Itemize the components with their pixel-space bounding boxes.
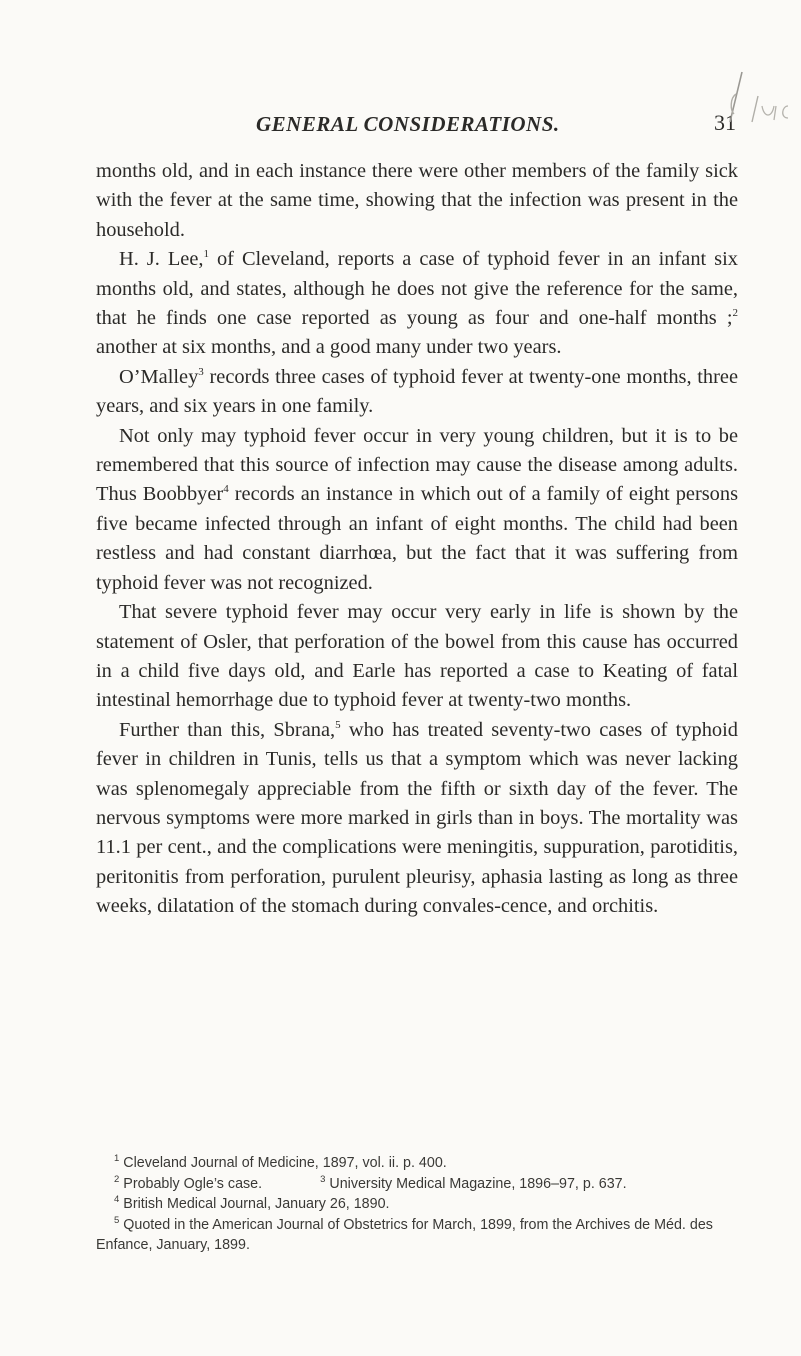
running-title: GENERAL CONSIDERATIONS. <box>256 112 560 136</box>
footnote-ref: 2 <box>732 307 738 320</box>
paragraph-text: That severe typhoid fever may occur very early in life is shown by the statement of Osler, that perforation of the bowel from this cause has occurred in a child five days old, and Earle has reported a case to Keating of fatal intestinal hemorrhage due to typhoid fever at twenty-two months. <box>96 601 738 712</box>
body-text <box>96 157 738 922</box>
paragraph-5 <box>96 598 738 716</box>
paragraph-text: O’Malley <box>119 365 199 388</box>
paragraph-1 <box>96 157 738 245</box>
paragraph-text: records an instance in which out of a family of eight persons five became infected through an infant of eight months. The child had been restless and had constant diarrhœa, but the fact that it was suffering from typhoid fever was not recognized. <box>96 483 739 594</box>
footnote-number: 5 <box>114 1214 120 1226</box>
page-header <box>96 112 736 142</box>
paragraph-2 <box>96 245 738 363</box>
footnote-text: Probably Ogle’s case. <box>123 1175 263 1192</box>
paragraph-4 <box>96 422 738 598</box>
footnote-5 <box>96 1215 738 1256</box>
footnote-text: British Medical Journal, January 26, 1890. <box>123 1196 390 1212</box>
footnote-4 <box>96 1194 738 1215</box>
paragraph-text: who has treated seventy-two cases of typhoid fever in children in Tunis, tells us that a symptom which was never lacking was splenomegaly appreciable from the fifth or sixth day of the fever. The nervous symptoms were more marked in girls than in boys. The mortality was 11.1 per cent., and the complications were meningitis, suppuration, parotiditis, peritonitis from perforation, purulent pleurisy, aphasia lasting as long as three weeks, dilatation of the stomach during convales-cence, and orchitis. <box>96 718 738 918</box>
paragraph-text: of Cleveland, reports a case of typhoid fever in an infant six months old, and states, although he does not give the reference for the same, that he finds one case reported as young as four and one-half months ; <box>96 248 738 330</box>
footnote-1 <box>96 1153 738 1174</box>
footnote-number: 2 <box>114 1173 120 1185</box>
footnote-ref: 3 <box>198 365 204 378</box>
paragraph-text: H. J. Lee, <box>119 248 204 271</box>
footnotes <box>96 1153 738 1256</box>
footnote-text: Cleveland Journal of Medicine, 1897, vol. ii. p. 400. <box>123 1155 447 1171</box>
paragraph-text: another at six months, and a good many under two years. <box>96 336 562 359</box>
footnote-number: 1 <box>114 1153 120 1164</box>
footnote-2-3 <box>96 1174 738 1195</box>
footnote-ref: 5 <box>335 718 341 731</box>
footnote-ref: 1 <box>203 248 209 261</box>
paragraph-3 <box>96 363 738 422</box>
paragraph-text: records three cases of typhoid fever at twenty-one months, three years, and six years in one family. <box>96 365 738 418</box>
footnote-ref: 4 <box>223 483 229 496</box>
page-number: 31 <box>714 110 736 135</box>
paragraph-text: months old, and in each instance there were other members of the family sick with the fever at the same time, showing that the infection was present in the household. <box>96 160 738 241</box>
paragraph-6 <box>96 716 738 922</box>
margin-pencil-mark <box>728 66 800 126</box>
paragraph-text: Not only may typhoid fever occur in very young children, but it is to be remembered that this source of infection may cause the disease among adults. Thus Boobbyer <box>96 424 738 506</box>
paragraph-text: Further than this, Sbrana, <box>119 718 336 741</box>
footnote-number: 4 <box>114 1194 120 1205</box>
footnote-number: 3 <box>320 1173 326 1185</box>
footnote-text: Quoted in the American Journal of Obstetrics for March, 1899, from the Archives de Méd. des Enfance, January, 1899. <box>96 1216 713 1253</box>
footnote-text: University Medical Magazine, 1896–97, p. 637. <box>329 1175 627 1192</box>
